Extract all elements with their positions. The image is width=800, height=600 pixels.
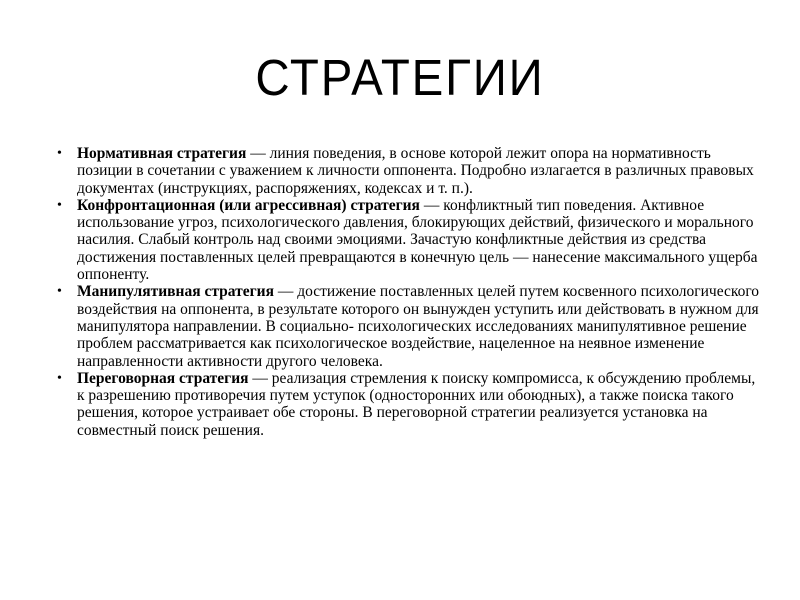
slide-title: СТРАТЕГИИ	[255, 49, 545, 106]
bullet-item-negotiation	[56, 370, 762, 439]
strategy-term: Манипулятивная стратегия	[77, 283, 274, 301]
strategy-definition: — реализация стремления к поиску компромисса, к обсуждению проблемы, к разрешению противоречия путем уступок (односторонних или обоюдных), а также поиска такого решения, которое устраивает обе стороны. В переговорной стратегии реализуется установка на совместный поиск решения.	[77, 369, 756, 439]
strategy-definition: — конфликтный тип поведения. Активное использование угроз, психологического давления, блокирующих действий, физического и морального насилия. Слабый контроль над своими эмоциями. Зачастую конфликтные действия из средства достижения поставленных целей превращаются в конечную цель — нанесение максимального ущерба оппоненту.	[77, 196, 758, 284]
bullet-item-manipulative	[56, 283, 762, 369]
strategy-term: Нормативная стратегия	[77, 145, 247, 162]
strategy-definition: — достижение поставленных целей путем косвенного психологического воздействия на оппонента, в результате которого он вынужден уступить или действовать в нужном для манипулятора направлении. В социально- психологических исследованиях манипулятивное решение проблем рассматривается как психологическое воздействие, нацеленное на неявное изменение направленности активности другого человека.	[77, 283, 760, 370]
bullet-icon: •	[57, 197, 62, 213]
bullet-list	[56, 145, 762, 439]
strategy-term: Переговорная стратегия	[77, 369, 249, 387]
bullet-icon: •	[57, 146, 62, 161]
strategy-definition: — линия поведения, в основе которой лежит опора на нормативность позиции в сочетании с уважением к личности оппонента. Подробно излагается в различных правовых документах (инструкциях, распоряжениях, кодексах и т. п.).	[77, 145, 754, 197]
bullet-item-confrontational	[56, 197, 762, 283]
bullet-icon: •	[57, 284, 62, 300]
bullet-item-normative	[56, 145, 762, 197]
bullet-icon: •	[57, 370, 62, 386]
strategy-term: Конфронтационная (или агрессивная) стратегия	[77, 196, 420, 214]
